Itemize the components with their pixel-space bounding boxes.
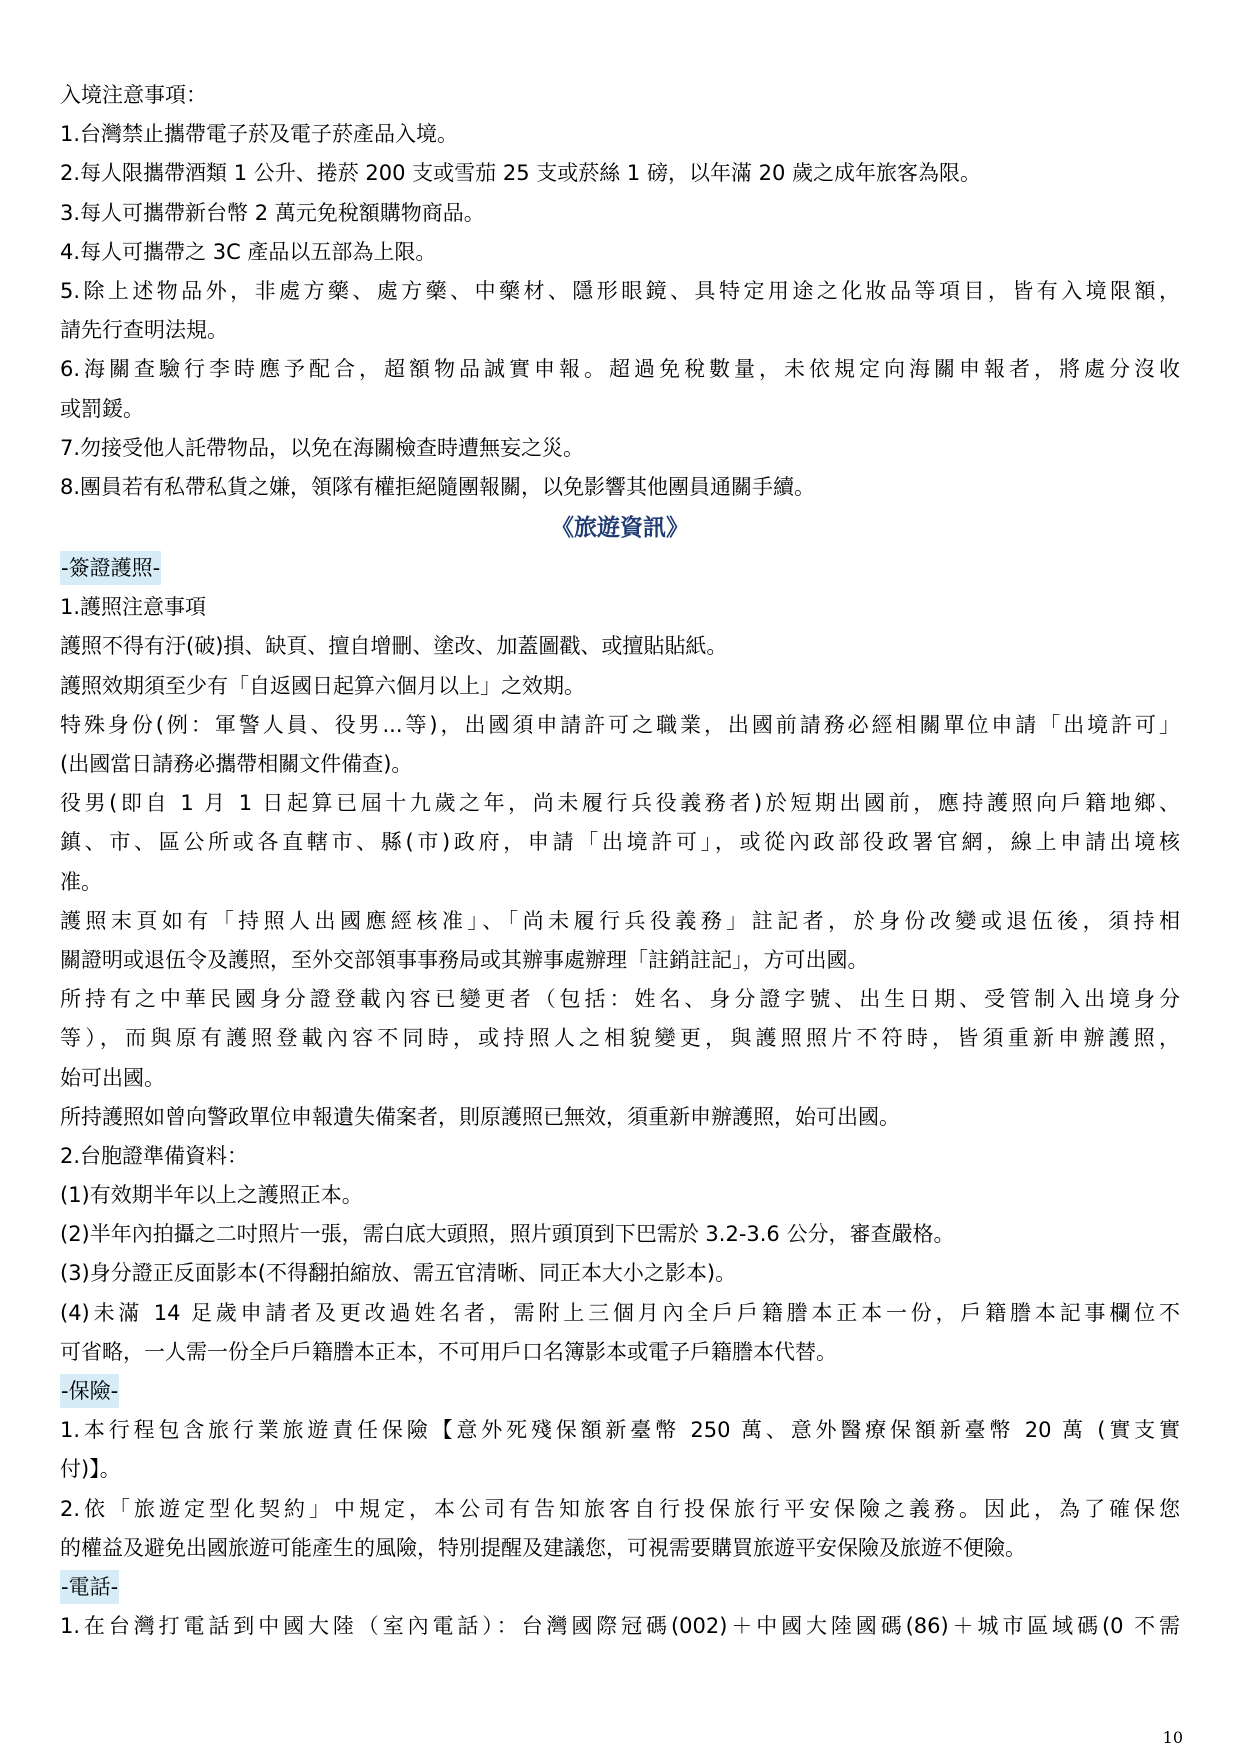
entry-notice-line: 3.每人可攜帶新台幣 2 萬元免稅額購物商品。 (60, 200, 485, 225)
travel-info-heading: 《旅遊資訊》 (551, 515, 689, 542)
visa-text-line: 所持護照如曾向警政單位申報遺失備案者，則原護照已無效，須重新申辦護照，始可出國。 (60, 1104, 900, 1129)
visa-text-line: (2)半年內拍攝之二吋照片一張，需白底大頭照，照片頭頂到下巴需於 3.2-3.6 公分，審查嚴格。 (60, 1222, 955, 1247)
entry-notice-line: 6.海關查驗行李時應予配合，超額物品誠實申報。超過免稅數量，未依規定向海關申報者，將處分沒收 (60, 357, 1180, 382)
visa-text-line: (1)有效期半年以上之護照正本。 (60, 1183, 363, 1208)
insurance-text-line: 1.本行程包含旅行業旅遊責任保險【意外死殘保額新臺幣 250 萬、意外醫療保額新臺幣 20 萬 (實支實 (60, 1418, 1180, 1443)
entry-notice-line: 5.除上述物品外，非處方藥、處方藥、中藥材、隱形眼鏡、具特定用途之化妝品等項目，皆有入境限額， (60, 278, 1180, 303)
visa-section-label (60, 549, 1180, 588)
visa-text-line: (3)身分證正反面影本(不得翻拍縮放、需五官清晰、同正本大小之影本)。 (60, 1261, 737, 1286)
phone-section-tag: -電話- (60, 1570, 119, 1604)
visa-text-line: 護照效期須至少有「自返國日起算六個月以上」之效期。 (60, 673, 585, 698)
entry-notice-line: 8.團員若有私帶私貨之嫌，領隊有權拒絕隨團報關，以免影響其他團員通關手續。 (60, 474, 816, 499)
visa-text-line: 1.護照注意事項 (60, 595, 207, 620)
visa-text-line: 役男(即自 1 月 1 日起算已屆十九歲之年，尚未履行兵役義務者)於短期出國前，應持護照向戶籍地鄉、 (60, 791, 1180, 816)
visa-text-line: 關證明或退伍令及護照，至外交部領事事務局或其辦事處辦理「註銷註記」，方可出國。 (60, 947, 869, 972)
visa-text-line: 護照末頁如有「持照人出國應經核准」、「尚未履行兵役義務」註記者，於身份改變或退伍後，須持相 (60, 908, 1180, 933)
visa-text-line: 准。 (60, 869, 102, 894)
visa-text-line: 特殊身份(例：軍警人員、役男...等)，出國須申請許可之職業，出國前請務必經相關單位申請「出境許可」 (60, 712, 1180, 737)
phone-section-label (60, 1568, 1180, 1607)
page-number: 10 (1162, 1728, 1183, 1747)
entry-notice-title: 入境注意事項： (60, 83, 207, 107)
document-page (60, 76, 1180, 1646)
visa-text-line: 護照不得有汙(破)損、缺頁、擅自增刪、塗改、加蓋圖戳、或擅貼貼紙。 (60, 634, 728, 659)
entry-notice-line: 或罰鍰。 (60, 396, 144, 421)
phone-section-body (60, 1607, 1180, 1646)
entry-notice-line: 2.每人限攜帶酒類 1 公升、捲菸 200 支或雪茄 25 支或菸絲 1 磅，以年滿 20 歲之成年旅客為限。 (60, 161, 982, 186)
visa-text-line: (出國當日請務必攜帶相關文件備查)。 (60, 752, 413, 776)
visa-section-tag: -簽證護照- (60, 551, 161, 585)
insurance-section-label (60, 1372, 1180, 1411)
insurance-section-tag: -保險- (60, 1374, 119, 1408)
visa-section-body (60, 588, 1180, 1372)
visa-text-line: 可省略，一人需一份全戶戶籍謄本正本，不可用戶口名簿影本或電子戶籍謄本代替。 (60, 1339, 837, 1364)
phone-text-line: 1.在台灣打電話到中國大陸（室內電話）：台灣國際冠碼(002)＋中國大陸國碼(86)＋城市區域碼(0 不需 (60, 1614, 1180, 1639)
entry-notice-list (60, 115, 1180, 507)
insurance-text-line: 2.依「旅遊定型化契約」中規定，本公司有告知旅客自行投保旅行平安保險之義務。因此，為了確保您 (60, 1496, 1180, 1521)
insurance-text-line: 的權益及避免出國旅遊可能產生的風險，特別提醒及建議您，可視需要購買旅遊平安保險及旅遊不便險。 (60, 1535, 1026, 1560)
visa-text-line: 始可出國。 (60, 1065, 165, 1090)
entry-notice-line: 1.台灣禁止攜帶電子菸及電子菸產品入境。 (60, 122, 459, 147)
visa-text-line: 鎮、市、區公所或各直轄市、縣(市)政府，申請「出境許可」，或從內政部役政署官網，線上申請出境核 (60, 830, 1180, 855)
visa-text-line: 2.台胞證準備資料： (60, 1143, 249, 1168)
visa-text-line: 所持有之中華民國身分證登載內容已變更者（包括：姓名、身分證字號、出生日期、受管制入出境身分 (60, 987, 1180, 1012)
entry-notice-line: 4.每人可攜帶之 3C 產品以五部為上限。 (60, 239, 437, 264)
entry-notice-line: 7.勿接受他人託帶物品，以免在海關檢查時遭無妄之災。 (60, 435, 585, 460)
insurance-text-line: 付)】。 (60, 1457, 121, 1482)
entry-notice-line: 請先行查明法規。 (60, 318, 228, 343)
visa-text-line: 等），而與原有護照登載內容不同時，或持照人之相貌變更，與護照照片不符時，皆須重新申辦護照， (60, 1026, 1180, 1051)
visa-text-line: (4)未滿 14 足歲申請者及更改過姓名者，需附上三個月內全戶戶籍謄本正本一份，戶籍謄本記事欄位不 (60, 1300, 1180, 1325)
insurance-section-body (60, 1411, 1180, 1568)
